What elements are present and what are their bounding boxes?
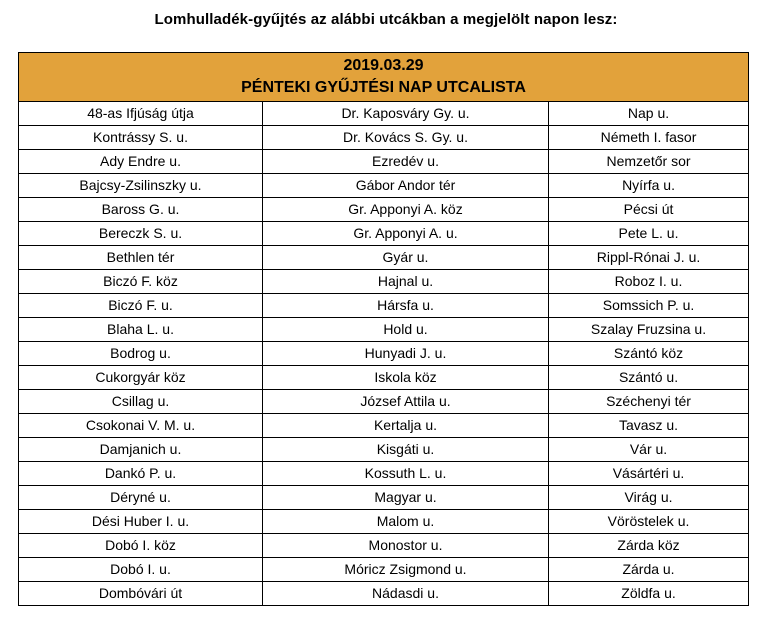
table-row xyxy=(19,582,749,606)
street-name-cell: Baross G. u. xyxy=(19,198,263,222)
table-row xyxy=(19,102,749,126)
street-name-cell: Pete L. u. xyxy=(549,222,749,246)
table-row xyxy=(19,150,749,174)
street-name-cell: Dombóvári út xyxy=(19,582,263,606)
street-name-cell: Zárda u. xyxy=(549,558,749,582)
table-header xyxy=(19,53,749,102)
table-row xyxy=(19,174,749,198)
table-row xyxy=(19,510,749,534)
table-row xyxy=(19,246,749,270)
street-name-cell: Ezredév u. xyxy=(263,150,549,174)
table-row xyxy=(19,126,749,150)
table-row xyxy=(19,438,749,462)
street-name-cell: Kisgáti u. xyxy=(263,438,549,462)
street-name-cell: Vár u. xyxy=(549,438,749,462)
street-name-cell: Zárda köz xyxy=(549,534,749,558)
street-name-cell: 48-as Ifjúság útja xyxy=(19,102,263,126)
street-name-cell: Bethlen tér xyxy=(19,246,263,270)
table-row xyxy=(19,390,749,414)
street-name-cell: Hunyadi J. u. xyxy=(263,342,549,366)
table-row xyxy=(19,462,749,486)
street-name-cell: Csillag u. xyxy=(19,390,263,414)
street-name-cell: Iskola köz xyxy=(263,366,549,390)
street-name-cell: József Attila u. xyxy=(263,390,549,414)
street-name-cell: Bajcsy-Zsilinszky u. xyxy=(19,174,263,198)
street-name-cell: Kossuth L. u. xyxy=(263,462,549,486)
street-name-cell: Nyírfa u. xyxy=(549,174,749,198)
street-name-cell: Monostor u. xyxy=(263,534,549,558)
street-name-cell: Malom u. xyxy=(263,510,549,534)
street-list-table xyxy=(18,52,749,606)
street-name-cell: Hold u. xyxy=(263,318,549,342)
table-row xyxy=(19,318,749,342)
street-name-cell: Vöröstelek u. xyxy=(549,510,749,534)
street-name-cell: Szántó u. xyxy=(549,366,749,390)
street-name-cell: Zöldfa u. xyxy=(549,582,749,606)
page-heading: Lomhulladék-gyűjtés az alábbi utcákban a megjelölt napon lesz: xyxy=(154,11,618,28)
street-name-cell: Blaha L. u. xyxy=(19,318,263,342)
table-row xyxy=(19,222,749,246)
table-row xyxy=(19,486,749,510)
table-row xyxy=(19,558,749,582)
street-name-cell: Pécsi út xyxy=(549,198,749,222)
street-name-cell: Tavasz u. xyxy=(549,414,749,438)
table-row xyxy=(19,342,749,366)
street-name-cell: Széchenyi tér xyxy=(549,390,749,414)
street-name-cell: Dobó I. u. xyxy=(19,558,263,582)
street-name-cell: Dr. Kaposváry Gy. u. xyxy=(263,102,549,126)
street-name-cell: Gr. Apponyi A. köz xyxy=(263,198,549,222)
street-name-cell: Magyar u. xyxy=(263,486,549,510)
table-title: PÉNTEKI GYŰJTÉSI NAP UTCALISTA xyxy=(241,79,526,96)
street-name-cell: Móricz Zsigmond u. xyxy=(263,558,549,582)
table-row xyxy=(19,294,749,318)
table-row xyxy=(19,534,749,558)
street-name-cell: Bodrog u. xyxy=(19,342,263,366)
table-header-row xyxy=(19,53,749,102)
street-name-cell: Dankó P. u. xyxy=(19,462,263,486)
street-name-cell: Déryné u. xyxy=(19,486,263,510)
street-name-cell: Roboz I. u. xyxy=(549,270,749,294)
street-name-cell: Szalay Fruzsina u. xyxy=(549,318,749,342)
street-name-cell: Németh I. fasor xyxy=(549,126,749,150)
street-name-cell: Gyár u. xyxy=(263,246,549,270)
street-name-cell: Dr. Kovács S. Gy. u. xyxy=(263,126,549,150)
table-row xyxy=(19,414,749,438)
street-name-cell: Damjanich u. xyxy=(19,438,263,462)
street-name-cell: Csokonai V. M. u. xyxy=(19,414,263,438)
street-rows xyxy=(19,102,749,606)
street-name-cell: Dobó I. köz xyxy=(19,534,263,558)
street-name-cell: Hársfa u. xyxy=(263,294,549,318)
street-name-cell: Rippl-Rónai J. u. xyxy=(549,246,749,270)
street-name-cell: Somssich P. u. xyxy=(549,294,749,318)
street-name-cell: Vásártéri u. xyxy=(549,462,749,486)
street-name-cell: Virág u. xyxy=(549,486,749,510)
street-name-cell: Ady Endre u. xyxy=(19,150,263,174)
street-name-cell: Biczó F. köz xyxy=(19,270,263,294)
street-name-cell: Kertalja u. xyxy=(263,414,549,438)
collection-date: 2019.03.29 xyxy=(343,57,424,74)
street-name-cell: Gr. Apponyi A. u. xyxy=(263,222,549,246)
street-name-cell: Gábor Andor tér xyxy=(263,174,549,198)
street-name-cell: Kontrássy S. u. xyxy=(19,126,263,150)
street-name-cell: Nemzetőr sor xyxy=(549,150,749,174)
street-name-cell: Dési Huber I. u. xyxy=(19,510,263,534)
table-row xyxy=(19,270,749,294)
street-name-cell: Cukorgyár köz xyxy=(19,366,263,390)
street-name-cell: Bereczk S. u. xyxy=(19,222,263,246)
street-name-cell: Hajnal u. xyxy=(263,270,549,294)
table-row xyxy=(19,366,749,390)
street-name-cell: Szántó köz xyxy=(549,342,749,366)
street-name-cell: Nap u. xyxy=(549,102,749,126)
street-name-cell: Biczó F. u. xyxy=(19,294,263,318)
table-row xyxy=(19,198,749,222)
street-name-cell: Nádasdi u. xyxy=(263,582,549,606)
